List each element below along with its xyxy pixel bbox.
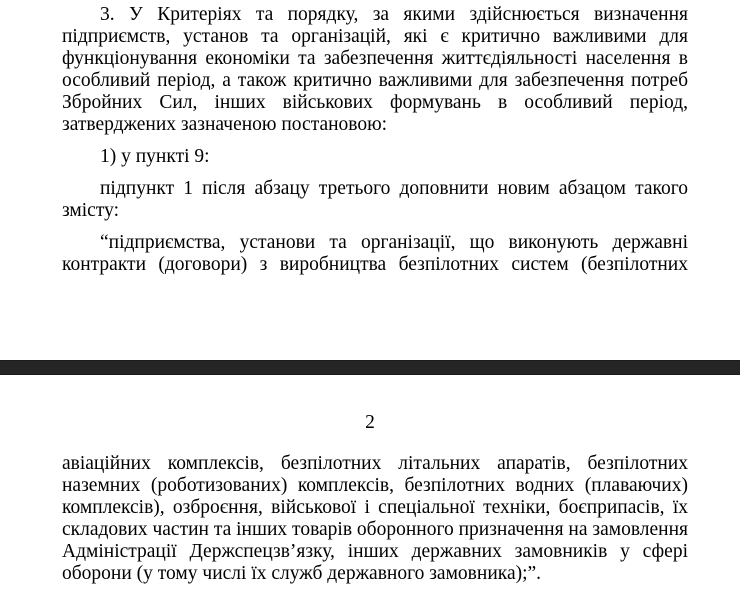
page-1-text-block bbox=[62, 4, 688, 276]
paragraph-item-1: 1) у пункті 9: bbox=[100, 146, 210, 167]
paragraph-amendment-3: 3. У Критеріях та порядку, за якими здійснюється визначення підприємств, установ та організацій, які є критично важливими для функціонування економіки та забезпечення життєдіяльності населення в особливий період, а також критично важливими для забезпечення потреб Збройних Сил, інших військових формувань в особливий період, затверджених зазначеною постановою: bbox=[62, 4, 688, 135]
document-page-2 bbox=[0, 375, 740, 594]
paragraph-quote-continuation: авіаційних комплексів, безпілотних літальних апаратів, безпілотних наземних (роботизованих) комплексів, безпілотних водних (плаваючих) комплексів), озброєння, військової і спеціальної техніки, боєприпасів, їх складових частин та інших товарів оборонного призначення на замовлення Адміністрації Держспецзв’язку, інших державних замовників у сфері оборони (у тому числі їх служб державного замовника);”. bbox=[62, 453, 689, 584]
paragraph-quote-start: “підприємства, установи та організації, що виконують державні контракти (договори) з виробництва безпілотних систем (безпілотних bbox=[62, 232, 688, 275]
page-number: 2 bbox=[365, 412, 375, 433]
paragraph-subitem-1: підпункт 1 після абзацу третього доповнити новим абзацом такого змісту: bbox=[62, 178, 688, 221]
page-separator bbox=[0, 360, 740, 375]
page-2-text-block bbox=[62, 453, 688, 585]
